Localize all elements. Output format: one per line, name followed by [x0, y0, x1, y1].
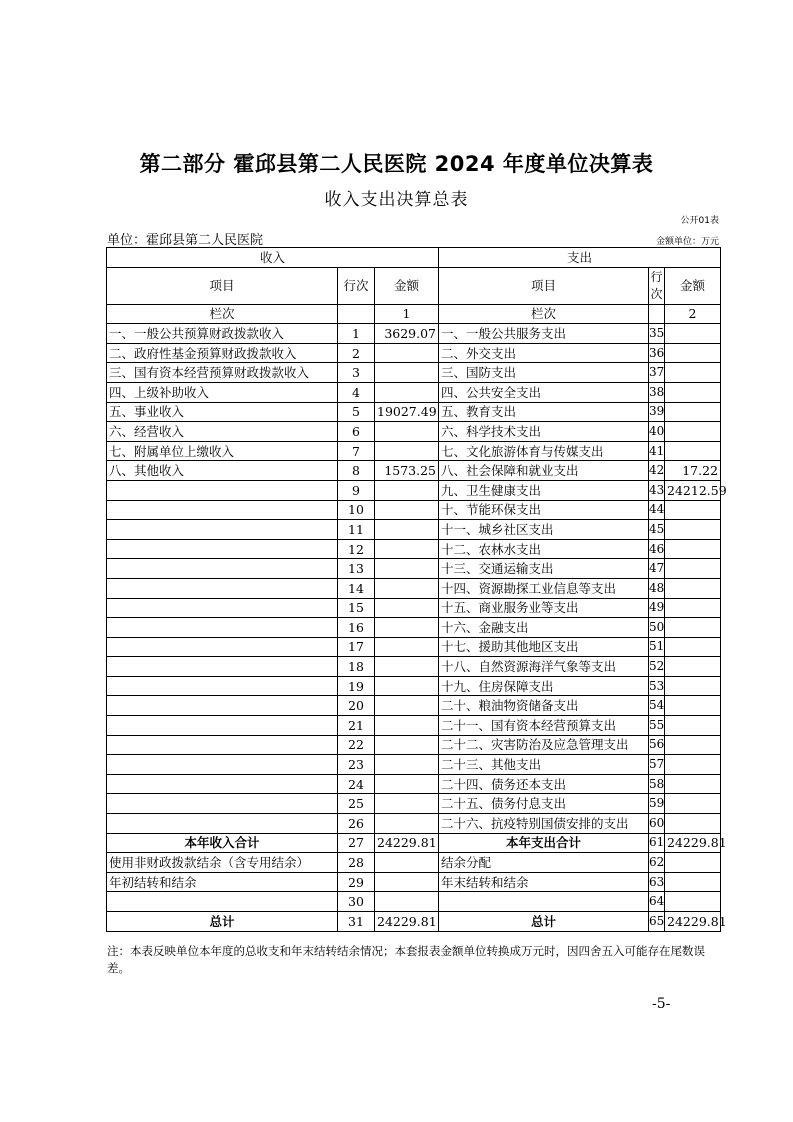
income-item — [107, 676, 338, 696]
income-item — [107, 892, 338, 912]
expense-amount — [665, 853, 721, 873]
unit-label: 单位：霍邱县第二人民医院 — [107, 233, 264, 248]
income-item — [107, 618, 338, 638]
expense-line-no: 36 — [649, 343, 665, 363]
income-line-no: 28 — [338, 853, 375, 873]
expense-item: 一、一般公共服务支出 — [439, 324, 649, 344]
income-item — [107, 578, 338, 598]
income-item-header: 项目 — [107, 267, 338, 304]
expense-line-no: 52 — [649, 657, 665, 677]
expense-item: 二十五、债务付息支出 — [439, 794, 649, 814]
expense-item: 结余分配 — [439, 853, 649, 873]
table-row — [107, 461, 721, 481]
table-row — [107, 833, 721, 853]
expense-item: 十八、自然资源海洋气象等支出 — [439, 657, 649, 677]
income-amount — [375, 853, 439, 873]
expense-amount — [665, 578, 721, 598]
expense-amount — [665, 363, 721, 383]
income-line-no: 9 — [338, 480, 375, 500]
income-amount — [375, 872, 439, 892]
income-line-no: 27 — [338, 833, 375, 853]
income-item: 八、其他收入 — [107, 461, 338, 481]
expense-amount — [665, 382, 721, 402]
expense-line-no: 59 — [649, 794, 665, 814]
table-row — [107, 676, 721, 696]
table-row — [107, 637, 721, 657]
income-item — [107, 539, 338, 559]
income-line-no: 15 — [338, 598, 375, 618]
income-item: 四、上级补助收入 — [107, 382, 338, 402]
expense-item: 十四、资源勘探工业信息等支出 — [439, 578, 649, 598]
income-item — [107, 520, 338, 540]
income-line-no: 3 — [338, 363, 375, 383]
income-line-no: 29 — [338, 872, 375, 892]
expense-amount — [665, 618, 721, 638]
income-item — [107, 559, 338, 579]
expense-line-no: 46 — [649, 539, 665, 559]
expense-amount: 17.22 — [665, 461, 721, 481]
budget-table — [106, 247, 727, 932]
income-amount: 19027.49 — [375, 402, 439, 422]
income-line-no: 19 — [338, 676, 375, 696]
income-item — [107, 637, 338, 657]
expense-amount — [665, 716, 721, 736]
table-row — [107, 520, 721, 540]
income-line-no: 1 — [338, 324, 375, 344]
expense-item: 二十二、灾害防治及应急管理支出 — [439, 735, 649, 755]
expense-amount — [665, 657, 721, 677]
expense-amount — [665, 500, 721, 520]
income-line-header: 行次 — [338, 267, 375, 304]
header-row-index — [107, 304, 721, 324]
income-line-no: 23 — [338, 755, 375, 775]
table-row — [107, 500, 721, 520]
expense-line-no: 55 — [649, 716, 665, 736]
expense-line-no: 65 — [649, 912, 665, 932]
expense-item: 十九、住房保障支出 — [439, 676, 649, 696]
income-amount — [375, 382, 439, 402]
table-row — [107, 657, 721, 677]
form-code: 公开01表 — [680, 216, 719, 226]
expense-col-line-empty — [649, 304, 665, 324]
expense-item: 十六、金融支出 — [439, 618, 649, 638]
expense-line-no: 61 — [649, 833, 665, 853]
income-col-num: 1 — [375, 304, 439, 324]
income-item — [107, 794, 338, 814]
expense-line-no: 47 — [649, 559, 665, 579]
expense-line-no: 50 — [649, 618, 665, 638]
table-row — [107, 892, 721, 912]
page-number: -5- — [652, 996, 671, 1012]
expense-item: 七、文化旅游体育与传媒支出 — [439, 441, 649, 461]
income-line-no: 26 — [338, 814, 375, 834]
income-line-no: 21 — [338, 716, 375, 736]
table-row — [107, 774, 721, 794]
expense-amount — [665, 402, 721, 422]
table-row — [107, 480, 721, 500]
income-amount: 1573.25 — [375, 461, 439, 481]
income-line-no: 25 — [338, 794, 375, 814]
income-line-no: 14 — [338, 578, 375, 598]
table-row — [107, 872, 721, 892]
expense-amount — [665, 422, 721, 442]
income-amount — [375, 676, 439, 696]
table-subtitle: 收入支出决算总表 — [324, 190, 469, 210]
income-amount — [375, 892, 439, 912]
income-amount-header: 金额 — [375, 267, 439, 304]
income-amount — [375, 578, 439, 598]
income-col-label: 栏次 — [107, 304, 338, 324]
expense-item: 二十六、抗疫特别国债安排的支出 — [439, 814, 649, 834]
income-line-no: 5 — [338, 402, 375, 422]
income-item: 五、事业收入 — [107, 402, 338, 422]
table-row — [107, 598, 721, 618]
table-row — [107, 735, 721, 755]
expense-item: 十三、交通运输支出 — [439, 559, 649, 579]
expense-item: 本年支出合计 — [439, 833, 649, 853]
expense-line-no: 38 — [649, 382, 665, 402]
income-amount — [375, 657, 439, 677]
expense-amount — [665, 735, 721, 755]
income-line-no: 7 — [338, 441, 375, 461]
table-row — [107, 382, 721, 402]
expense-item: 二十三、其他支出 — [439, 755, 649, 775]
expense-line-no: 60 — [649, 814, 665, 834]
expense-line-no: 58 — [649, 774, 665, 794]
table-row — [107, 441, 721, 461]
expense-line-no: 45 — [649, 520, 665, 540]
expense-line-no: 49 — [649, 598, 665, 618]
table-row — [107, 324, 721, 344]
income-amount — [375, 618, 439, 638]
income-item — [107, 500, 338, 520]
income-amount: 24229.81 — [375, 833, 439, 853]
expense-line-no: 35 — [649, 324, 665, 344]
table-row — [107, 696, 721, 716]
income-item — [107, 696, 338, 716]
income-item — [107, 657, 338, 677]
table-row — [107, 794, 721, 814]
income-header: 收入 — [107, 248, 439, 268]
expense-item: 十五、商业服务业等支出 — [439, 598, 649, 618]
table-row — [107, 912, 721, 932]
income-item: 使用非财政拨款结余（含专用结余） — [107, 853, 338, 873]
table-row — [107, 853, 721, 873]
expense-item — [439, 892, 649, 912]
income-line-no: 12 — [338, 539, 375, 559]
expense-line-no: 54 — [649, 696, 665, 716]
income-item: 七、附属单位上缴收入 — [107, 441, 338, 461]
expense-item: 二十四、债务还本支出 — [439, 774, 649, 794]
income-amount — [375, 441, 439, 461]
table-row — [107, 578, 721, 598]
income-item — [107, 735, 338, 755]
expense-line-no: 42 — [649, 461, 665, 481]
table-row — [107, 716, 721, 736]
table-row — [107, 559, 721, 579]
income-amount — [375, 598, 439, 618]
expense-item: 六、科学技术支出 — [439, 422, 649, 442]
income-item: 本年收入合计 — [107, 833, 338, 853]
expense-item: 五、教育支出 — [439, 402, 649, 422]
table-row — [107, 402, 721, 422]
expense-line-no: 62 — [649, 853, 665, 873]
expense-header: 支出 — [439, 248, 721, 268]
income-line-no: 13 — [338, 559, 375, 579]
expense-col-num: 2 — [665, 304, 721, 324]
income-line-no: 4 — [338, 382, 375, 402]
header-row-columns — [107, 267, 721, 304]
table-row — [107, 343, 721, 363]
table-row — [107, 363, 721, 383]
expense-amount — [665, 598, 721, 618]
income-amount — [375, 422, 439, 442]
income-amount: 24229.81 — [375, 912, 439, 932]
income-amount — [375, 343, 439, 363]
income-item: 一、一般公共预算财政拨款收入 — [107, 324, 338, 344]
expense-amount — [665, 441, 721, 461]
income-line-no: 16 — [338, 618, 375, 638]
income-amount — [375, 539, 439, 559]
expense-line-no: 41 — [649, 441, 665, 461]
income-line-no: 11 — [338, 520, 375, 540]
income-amount — [375, 480, 439, 500]
expense-amount — [665, 637, 721, 657]
expense-item: 二十、粮油物资储备支出 — [439, 696, 649, 716]
income-amount — [375, 520, 439, 540]
expense-item: 十七、援助其他地区支出 — [439, 637, 649, 657]
expense-item: 三、国防支出 — [439, 363, 649, 383]
expense-line-no: 44 — [649, 500, 665, 520]
income-amount — [375, 559, 439, 579]
expense-line-no: 37 — [649, 363, 665, 383]
income-amount — [375, 696, 439, 716]
income-item — [107, 774, 338, 794]
income-item: 三、国有资本经营预算财政拨款收入 — [107, 363, 338, 383]
expense-line-no: 51 — [649, 637, 665, 657]
income-item: 总计 — [107, 912, 338, 932]
expense-line-header: 行次 — [649, 267, 665, 304]
expense-amount: 24229.81 — [665, 833, 721, 853]
expense-item: 十二、农林水支出 — [439, 539, 649, 559]
income-line-no: 24 — [338, 774, 375, 794]
header-row-sections — [107, 248, 721, 268]
expense-line-no: 56 — [649, 735, 665, 755]
table-row — [107, 422, 721, 442]
expense-item: 总计 — [439, 912, 649, 932]
expense-amount — [665, 559, 721, 579]
income-item — [107, 598, 338, 618]
income-col-line-empty — [338, 304, 375, 324]
expense-amount: 24229.81 — [665, 912, 721, 932]
income-item: 二、政府性基金预算财政拨款收入 — [107, 343, 338, 363]
income-line-no: 20 — [338, 696, 375, 716]
income-line-no: 18 — [338, 657, 375, 677]
expense-amount-header: 金额 — [665, 267, 721, 304]
income-item: 六、经营收入 — [107, 422, 338, 442]
expense-line-no: 57 — [649, 755, 665, 775]
income-line-no: 22 — [338, 735, 375, 755]
expense-item: 二十一、国有资本经营预算支出 — [439, 716, 649, 736]
income-amount — [375, 794, 439, 814]
expense-amount — [665, 520, 721, 540]
income-line-no: 6 — [338, 422, 375, 442]
expense-item: 八、社会保障和就业支出 — [439, 461, 649, 481]
income-amount — [375, 500, 439, 520]
page-title: 第二部分 霍邱县第二人民医院 2024 年度单位决算表 — [139, 152, 654, 176]
income-line-no: 2 — [338, 343, 375, 363]
income-amount: 3629.07 — [375, 324, 439, 344]
table-row — [107, 755, 721, 775]
expense-line-no: 63 — [649, 872, 665, 892]
expense-item: 九、卫生健康支出 — [439, 480, 649, 500]
income-line-no: 8 — [338, 461, 375, 481]
income-line-no: 30 — [338, 892, 375, 912]
expense-amount — [665, 892, 721, 912]
expense-item: 二、外交支出 — [439, 343, 649, 363]
expense-item: 十一、城乡社区支出 — [439, 520, 649, 540]
expense-line-no: 43 — [649, 480, 665, 500]
expense-amount — [665, 872, 721, 892]
expense-amount — [665, 774, 721, 794]
income-item: 年初结转和结余 — [107, 872, 338, 892]
expense-line-no: 40 — [649, 422, 665, 442]
footnote: 注：本表反映单位本年度的总收支和年末结转结余情况；本套报表金额单位转换成万元时，因四舍五入可能存在尾数误差。 — [107, 944, 705, 975]
expense-item: 年末结转和结余 — [439, 872, 649, 892]
income-line-no: 17 — [338, 637, 375, 657]
income-amount — [375, 755, 439, 775]
table-row — [107, 814, 721, 834]
expense-amount — [665, 343, 721, 363]
table-row — [107, 618, 721, 638]
expense-item-header: 项目 — [439, 267, 649, 304]
income-amount — [375, 363, 439, 383]
income-item — [107, 716, 338, 736]
expense-item: 四、公共安全支出 — [439, 382, 649, 402]
expense-amount — [665, 755, 721, 775]
income-amount — [375, 716, 439, 736]
income-amount — [375, 637, 439, 657]
income-item — [107, 480, 338, 500]
expense-amount — [665, 814, 721, 834]
expense-line-no: 39 — [649, 402, 665, 422]
expense-amount — [665, 324, 721, 344]
income-amount — [375, 774, 439, 794]
income-line-no: 31 — [338, 912, 375, 932]
expense-amount — [665, 539, 721, 559]
income-item — [107, 755, 338, 775]
expense-line-no: 64 — [649, 892, 665, 912]
expense-amount — [665, 794, 721, 814]
amount-unit-label: 金额单位：万元 — [655, 237, 719, 247]
income-amount — [375, 814, 439, 834]
expense-amount — [665, 696, 721, 716]
expense-item: 十、节能环保支出 — [439, 500, 649, 520]
expense-amount — [665, 676, 721, 696]
income-amount — [375, 735, 439, 755]
expense-amount: 24212.59 — [665, 480, 721, 500]
income-line-no: 10 — [338, 500, 375, 520]
expense-col-label: 栏次 — [439, 304, 649, 324]
income-item — [107, 814, 338, 834]
expense-line-no: 48 — [649, 578, 665, 598]
table-row — [107, 539, 721, 559]
expense-line-no: 53 — [649, 676, 665, 696]
